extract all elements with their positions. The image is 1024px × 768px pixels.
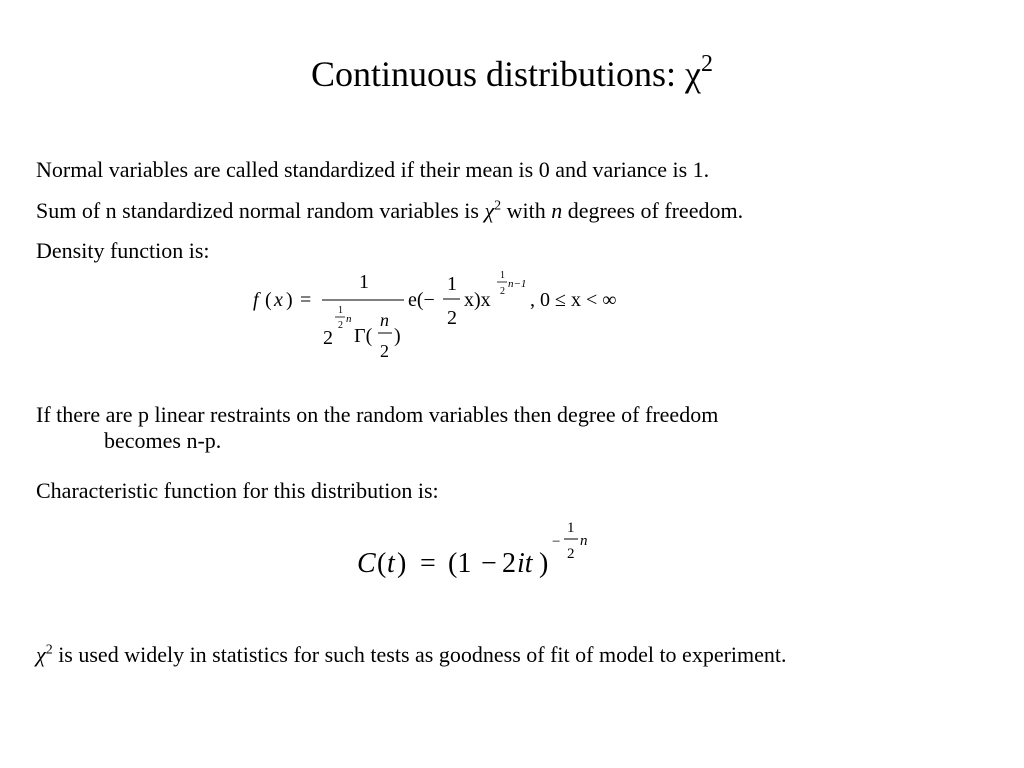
- char-rhs-close: ): [539, 548, 549, 579]
- slide-title: [0, 52, 1024, 96]
- char-it: it: [517, 548, 533, 579]
- density-lhs-x: x: [274, 289, 283, 311]
- char-exp-n: n: [580, 533, 588, 549]
- char-exp-den: 2: [567, 546, 575, 562]
- characteristic-formula-svg: [352, 512, 612, 588]
- paragraph-usage-chi: χ: [36, 642, 46, 667]
- paragraph-density: [36, 238, 1016, 264]
- paragraph-characteristic: [36, 478, 1016, 504]
- paragraph-density-text: Density function is:: [36, 238, 210, 263]
- density-equals: =: [300, 289, 312, 311]
- paragraph-sum-chi: χ: [484, 198, 495, 223]
- paragraph-restraints: [36, 402, 1016, 454]
- title-superscript: 2: [701, 51, 714, 77]
- density-half-num: 1: [447, 273, 457, 295]
- char-exp-num: 1: [567, 520, 575, 536]
- paragraph-standardized: [36, 157, 1016, 183]
- char-equals: =: [420, 548, 436, 579]
- char-rhs-open: (1: [448, 548, 472, 579]
- char-minus: −: [481, 548, 497, 579]
- density-den-gamma: Γ(: [354, 325, 373, 347]
- paragraph-restraints-text-a: If there are p linear restraints on the random variables then degree of freedom: [36, 402, 719, 427]
- characteristic-formula: [352, 512, 612, 593]
- density-den-exp-den: 2: [338, 320, 343, 331]
- paragraph-restraints-text-b: becomes n-p.: [104, 428, 222, 453]
- density-den-exp-n: n: [346, 313, 352, 325]
- paragraph-sum: [36, 198, 1016, 224]
- char-exp-minus: −: [552, 534, 561, 550]
- paragraph-sum-text-b: with: [501, 198, 552, 223]
- density-half-den: 2: [447, 307, 457, 329]
- density-domain: , 0 ≤ x < ∞: [530, 289, 617, 311]
- density-den-gamma-num: n: [380, 310, 389, 330]
- density-lhs-f: f: [253, 289, 259, 311]
- density-exp-num: 1: [500, 270, 505, 281]
- density-den-gamma-den: 2: [380, 341, 389, 361]
- density-exp-den: 2: [500, 286, 505, 297]
- paragraph-characteristic-text: Characteristic function for this distribution is:: [36, 478, 439, 503]
- density-e-part: e(−: [408, 289, 435, 311]
- density-lhs-open: (: [265, 289, 272, 311]
- title-chi: χ: [685, 54, 702, 94]
- density-x-part: x)x: [464, 289, 491, 311]
- char-lhs-close: ): [397, 548, 407, 579]
- density-den-gamma-close: ): [394, 325, 401, 347]
- paragraph-usage-superscript: 2: [45, 642, 53, 658]
- paragraph-sum-n: n: [551, 198, 563, 223]
- char-lhs-t: t: [387, 548, 395, 579]
- paragraph-usage-text: is used widely in statistics for such tests as goodness of fit of model to experiment.: [52, 642, 787, 667]
- char-lhs-open: (: [377, 548, 387, 579]
- density-frac-num: 1: [359, 271, 369, 293]
- density-exp-rest: n−1: [508, 278, 527, 290]
- density-den-base: 2: [323, 327, 333, 349]
- density-lhs-close: ): [286, 289, 293, 311]
- char-lhs-c: C: [357, 548, 376, 579]
- char-two: 2: [502, 548, 516, 579]
- density-formula-svg: [250, 262, 650, 368]
- title-text: Continuous distributions:: [310, 54, 686, 94]
- paragraph-standardized-text: Normal variables are called standardized if their mean is 0 and variance is 1.: [36, 157, 710, 182]
- paragraph-sum-superscript: 2: [494, 198, 502, 214]
- paragraph-usage: [36, 642, 1016, 668]
- density-formula: [250, 262, 650, 373]
- density-den-exp-num: 1: [338, 305, 343, 316]
- paragraph-sum-text-a: Sum of n standardized normal random variables is: [36, 198, 485, 223]
- paragraph-sum-text-c: degrees of freedom.: [562, 198, 744, 223]
